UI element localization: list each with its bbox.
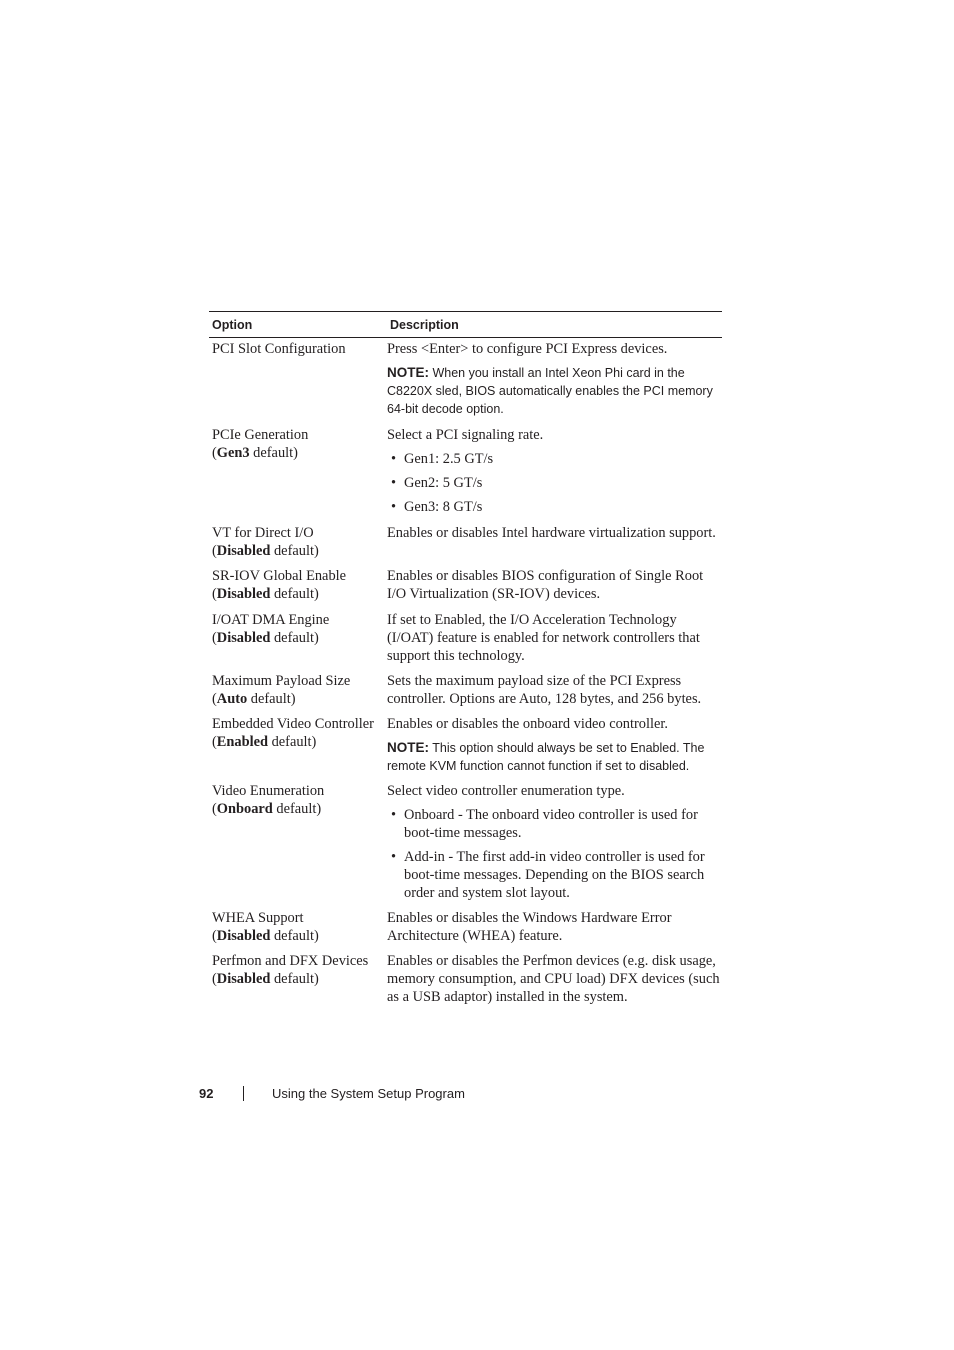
description-text: Enables or disables BIOS configuration of Single Root I/O Virtualization (SR-IOV) devices. [387,568,704,602]
table-row [209,672,722,715]
description-text: Enables or disables Intel hardware virtualization support. [387,525,716,541]
list-item: • Gen1: 2.5 GT/s [387,450,722,468]
description-cell [387,672,722,715]
list-item: • Gen3: 8 GT/s [387,498,722,516]
description-cell [387,426,722,524]
default-prefix: ( [212,691,217,707]
default-value: Gen3 [216,445,250,461]
default-suffix: default) [270,543,319,559]
list-item: • Onboard - The onboard video controller is used for boot-time messages. [387,806,722,842]
table-row [209,611,722,672]
footer-separator [243,1086,244,1101]
default-prefix: ( [212,734,217,750]
option-name: Video Enumeration [212,783,325,799]
option-cell [209,909,387,952]
description-cell [387,567,722,611]
default-prefix: ( [212,445,217,461]
default-prefix: ( [212,586,217,602]
table-row [209,909,722,952]
option-name: PCIe Generation [212,427,309,443]
note-label: NOTE: [387,740,429,755]
description-text: Select a PCI signaling rate. [387,427,544,443]
table-row [209,426,722,524]
default-prefix: ( [212,928,217,944]
option-name: WHEA Support [212,910,304,926]
description-text: Enables or disables the onboard video controller. [387,716,668,732]
description-cell [387,340,722,426]
note-text: When you install an Intel Xeon Phi card in the C8220X sled, BIOS automatically enables the PCI memory 64-bit decode option. [387,366,713,416]
description-text: Enables or disables the Perfmon devices (e.g. disk usage, memory consumption, and CPU load) DFX devices (such as a USB adaptor) installed in the system. [387,953,720,1005]
note [387,364,722,418]
option-name: PCI Slot Configuration [212,341,346,357]
table-header [209,312,722,338]
list-item: • Add-in - The first add-in video controller is used for boot-time messages. Depending on the BIOS search order and system slot layout. [387,848,722,902]
table-row [209,340,722,426]
table-row [209,715,722,782]
note-label: NOTE: [387,365,429,380]
table-row [209,567,722,611]
option-name: Perfmon and DFX Devices [212,953,369,969]
page-footer [199,1083,465,1103]
option-name: Maximum Payload Size [212,673,351,689]
option-list [387,806,722,902]
default-suffix: default) [270,971,319,987]
description-text: Select video controller enumeration type. [387,783,625,799]
description-cell [387,611,722,672]
note [387,739,722,775]
default-prefix: ( [212,801,217,817]
option-cell [209,340,387,426]
description-cell [387,952,722,1012]
option-name: I/OAT DMA Engine [212,612,330,628]
description-text: Enables or disables the Windows Hardware Error Architecture (WHEA) feature. [387,910,672,944]
option-cell [209,715,387,782]
option-cell [209,524,387,567]
table-row [209,782,722,909]
description-cell [387,524,722,567]
default-prefix: ( [212,543,217,559]
description-text: Press <Enter> to configure PCI Express devices. [387,341,668,357]
page-number: 92 [199,1085,214,1101]
default-prefix: ( [212,630,217,646]
default-suffix: default) [247,691,296,707]
option-cell [209,567,387,611]
default-value: Disabled [216,971,271,987]
option-cell [209,611,387,672]
option-cell [209,672,387,715]
default-value: Disabled [216,630,271,646]
default-value: Disabled [216,543,271,559]
default-value: Disabled [216,586,271,602]
option-cell [209,952,387,1012]
note-text: This option should always be set to Enabled. The remote KVM function cannot function if set to disabled. [387,741,705,773]
table-row [209,524,722,567]
description-text: If set to Enabled, the I/O Acceleration Technology (I/OAT) feature is enabled for network controllers that support this technology. [387,612,700,664]
default-suffix: default) [272,801,322,817]
option-name: Embedded Video Controller [212,716,374,732]
description-cell [387,715,722,782]
description-text: Sets the maximum payload size of the PCI Express controller. Options are Auto, 128 bytes, and 256 bytes. [387,673,702,707]
option-name: VT for Direct I/O [212,525,314,541]
bios-options-table [209,311,722,1012]
default-value: Auto [216,691,248,707]
default-prefix: ( [212,971,217,987]
default-value: Enabled [216,734,268,750]
default-suffix: default) [268,734,317,750]
list-item: • Gen2: 5 GT/s [387,474,722,492]
description-cell [387,782,722,909]
description-column-header: Description [390,317,459,332]
table-row [209,952,722,1012]
description-cell [387,909,722,952]
default-suffix: default) [270,586,319,602]
option-list [387,450,722,516]
option-cell [209,426,387,524]
section-title: Using the System Setup Program [272,1085,465,1101]
default-suffix: default) [270,630,319,646]
default-suffix: default) [249,445,298,461]
option-cell [209,782,387,909]
default-value: Onboard [216,801,273,817]
default-suffix: default) [270,928,319,944]
option-column-header: Option [212,317,253,332]
option-name: SR-IOV Global Enable [212,568,347,584]
default-value: Disabled [216,928,271,944]
